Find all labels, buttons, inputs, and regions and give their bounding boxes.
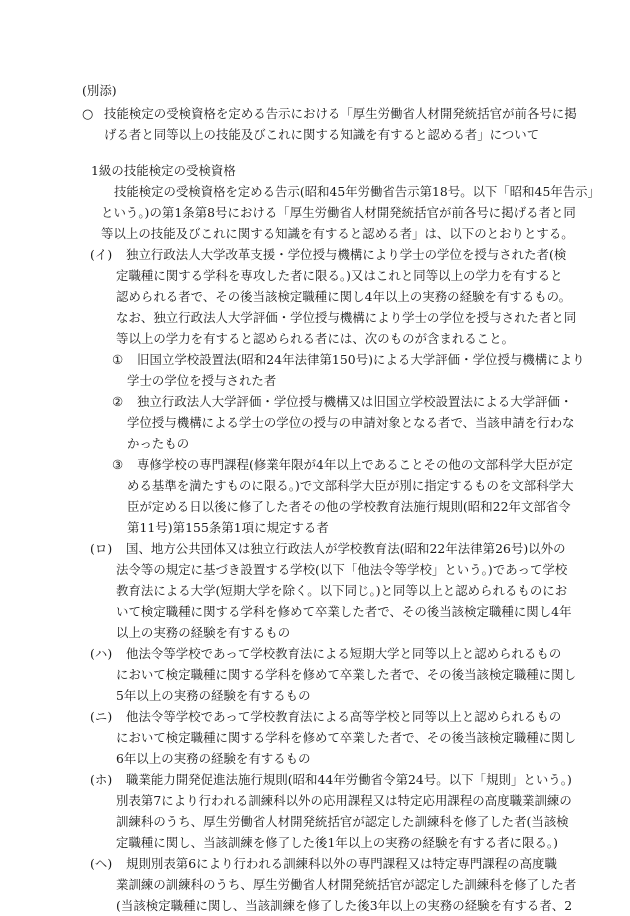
subitem-line: 第11号)第155条第1項に規定する者 bbox=[127, 520, 329, 535]
item-label: (ヘ) bbox=[90, 856, 113, 871]
subitem-line: 臣が定める日以後に修了した者その他の学校教育法施行規則(昭和22年文部省令 bbox=[127, 499, 571, 514]
subitem-line: める基準を満たすものに限る。)で文部科学大臣が別に指定するものを文部科学大 bbox=[127, 478, 574, 493]
item-line: において検定職種に関する学科を修めて卒業した者で、その後当該検定職種に関し bbox=[116, 730, 577, 745]
subitem-line: 学位授与機構による学士の学位の授与の申請対象となる者で、当該申請を行わな bbox=[127, 415, 575, 430]
item-line: 他法令等学校であって学校教育法による高等学校と同等以上と認められるもの bbox=[126, 709, 562, 724]
item-label: (ニ) bbox=[90, 709, 113, 724]
item-line: 別表第7により行われる訓練科以外の応用課程又は特定応用課程の高度職業訓練の bbox=[116, 793, 572, 808]
item-line: 6年以上の実務の経験を有するもの bbox=[116, 751, 311, 766]
item-line: 定職種に関し、当該訓練を修了した後1年以上の実務の経験を有する者に限る。) bbox=[116, 835, 559, 850]
item-line: 等以上の学力を有すると認められる者には、次のものが含まれること。 bbox=[116, 331, 515, 346]
subitem-line: 専修学校の専門課程(修業年限が4年以上であることその他の文部科学大臣が定 bbox=[137, 457, 573, 472]
notice-circle-mark: ○ bbox=[82, 107, 94, 122]
item-label: (ロ) bbox=[90, 541, 113, 556]
item-line: 国、地方公共団体又は独立行政法人が学校教育法(昭和22年法律第26号)以外の bbox=[126, 541, 566, 556]
item-line: 5年以上の実務の経験を有するもの bbox=[116, 688, 311, 703]
item-line: 職業能力開発促進法施行規則(昭和44年労働省令第24号。以下「規則」という。) bbox=[126, 772, 572, 787]
subitem-label: ③ bbox=[112, 457, 124, 472]
item-line: 以上の実務の経験を有するもの bbox=[116, 625, 291, 640]
item-line: 定職種に関する学科を専攻した者に限る。)又はこれと同等以上の学力を有すると bbox=[116, 268, 563, 283]
subitem-label: ① bbox=[112, 352, 124, 367]
item-line: 法令等の規定に基づき設置する学校(以下「他法令等学校」という。)であって学校 bbox=[116, 562, 568, 577]
item-label: (ハ) bbox=[90, 646, 113, 661]
subitem-line: かったもの bbox=[127, 436, 190, 451]
item-line: 業訓練の訓練科のうち、厚生労働省人材開発統括官が認定した訓練科を修了した者 bbox=[116, 877, 577, 892]
item-line: いて検定職種に関する学科を修めて卒業した者で、その後当該検定職種に関し4年 bbox=[116, 604, 572, 619]
item-line: 認められる者で、その後当該検定職種に関し4年以上の実務の経験を有するもの。 bbox=[116, 289, 572, 304]
intro-line-3: 等以上の技能及びこれに関する知識を有すると認める者」は、以下のとおりとする。 bbox=[101, 226, 574, 241]
item-line: において検定職種に関する学科を修めて卒業した者で、その後当該検定職種に関し bbox=[116, 667, 577, 682]
item-line: 訓練科のうち、厚生労働省人材開発統括官が認定した訓練科を修了した者(当該検 bbox=[116, 814, 569, 829]
item-line: (当該検定職種に関し、当該訓練を修了した後3年以上の実務の経験を有する者、2 bbox=[116, 898, 573, 913]
notice-title-line-2: げる者と同等以上の技能及びこれに関する知識を有すると認める者」について bbox=[104, 127, 540, 142]
item-line: 独立行政法人大学改革支援・学位授与機構により学士の学位を授与された者(検 bbox=[126, 247, 567, 262]
subitem-line: 旧国立学校設置法(昭和24年法律第150号)による大学評価・学位授与機構により bbox=[137, 352, 585, 367]
subitem-line: 独立行政法人大学評価・学位授与機構又は旧国立学校設置法による大学評価・ bbox=[137, 394, 573, 409]
section-heading: 1級の技能検定の受検資格 bbox=[91, 163, 236, 178]
item-label: (イ) bbox=[90, 247, 113, 262]
attachment-label: (別添) bbox=[82, 83, 117, 98]
item-label: (ホ) bbox=[90, 772, 113, 787]
item-line: 教育法による大学(短期大学を除く。以下同じ。)と同等以上と認められるものにお bbox=[116, 583, 568, 598]
subitem-label: ② bbox=[112, 394, 124, 409]
subitem-line: 学士の学位を授与された者 bbox=[127, 373, 277, 388]
intro-line-1: 技能検定の受検資格を定める告示(昭和45年労働省告示第18号。以下「昭和45年告示」 bbox=[114, 184, 600, 199]
item-line: 規則別表第6により行われる訓練科以外の専門課程又は特定専門課程の高度職 bbox=[126, 856, 557, 871]
item-line: 他法令等学校であって学校教育法による短期大学と同等以上と認められるもの bbox=[126, 646, 562, 661]
notice-title-line-1: 技能検定の受検資格を定める告示における「厚生労働省人材開発統括官が前各号に掲 bbox=[104, 106, 577, 121]
item-line: なお、独立行政法人大学評価・学位授与機構により学士の学位を授与された者と同 bbox=[116, 310, 577, 325]
intro-line-2: という。)の第1条第8号における「厚生労働省人材開発統括官が前各号に掲げる者と同 bbox=[101, 205, 576, 220]
